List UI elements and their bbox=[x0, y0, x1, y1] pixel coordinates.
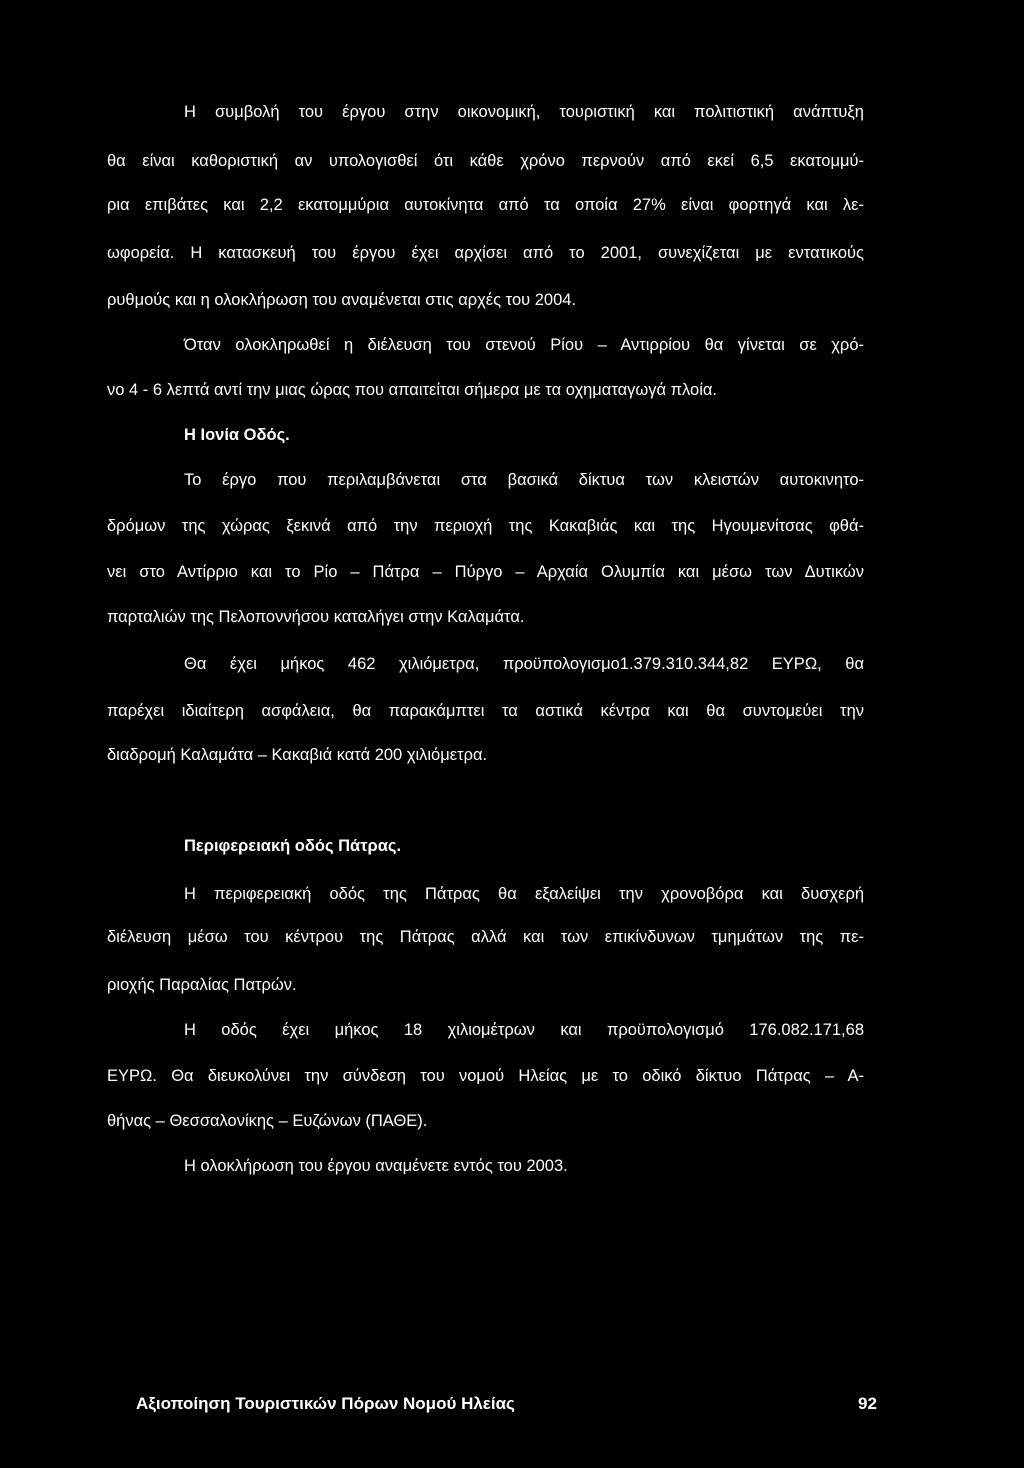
section-heading: Η Ιονία Οδός. bbox=[184, 426, 290, 444]
page-number: 92 bbox=[858, 1394, 877, 1413]
paragraph-line: Η συμβολή του έργου στην οικονομική, τουριστική και πολιτιστική ανάπτυξη bbox=[184, 103, 864, 121]
paragraph-line: ριοχής Παραλίας Πατρών. bbox=[107, 976, 297, 994]
paragraph-line: Η περιφερειακή οδός της Πάτρας θα εξαλείψει την χρονοβόρα και δυσχερή bbox=[184, 885, 864, 903]
paragraph-line: Η οδός έχει μήκος 18 χιλιομέτρων και προϋπολογισμό 176.082.171,68 bbox=[184, 1021, 864, 1039]
paragraph-line: ρια επιβάτες και 2,2 εκατομμύρια αυτοκίνητα από τα οποία 27% είναι φορτηγά και λε- bbox=[107, 196, 864, 214]
paragraph-line: θα είναι καθοριστική αν υπολογισθεί ότι κάθε χρόνο περνούν από εκεί 6,5 εκατομμύ- bbox=[107, 152, 864, 170]
paragraph-line: διέλευση μέσω του κέντρου της Πάτρας αλλά και των επικίνδυνων τμημάτων της πε- bbox=[107, 928, 864, 946]
paragraph-line: ωφορεία. Η κατασκευή του έργου έχει αρχίσει από το 2001, συνεχίζεται με εντατικούς bbox=[107, 244, 864, 262]
paragraph-line: Όταν ολοκληρωθεί η διέλευση του στενού Ρίου – Αντιρρίου θα γίνεται σε χρό- bbox=[184, 336, 864, 354]
footer-title: Αξιοποίηση Τουριστικών Πόρων Νομού Ηλείας bbox=[136, 1394, 515, 1413]
section-heading: Περιφερειακή οδός Πάτρας. bbox=[184, 837, 402, 855]
paragraph-line: ρυθμούς και η ολοκλήρωση του αναμένεται στις αρχές του 2004. bbox=[107, 291, 577, 309]
paragraph-line: παρταλιών της Πελοποννήσου καταλήγει στην Καλαμάτα. bbox=[107, 608, 525, 626]
paragraph-line: δρόμων της χώρας ξεκινά από την περιοχή της Κακαβιάς και της Ηγουμενίτσας φθά- bbox=[107, 517, 864, 535]
paragraph-line: Θα έχει μήκος 462 χιλιόμετρα, προϋπολογισμο1.379.310.344,82 ΕΥΡΩ, θα bbox=[184, 655, 864, 673]
paragraph-line: νει στο Αντίρριο και το Ρίο – Πάτρα – Πύργο – Αρχαία Ολυμπία και μέσω των Δυτικών bbox=[107, 563, 864, 581]
paragraph-line: νο 4 - 6 λεπτά αντί την μιας ώρας που απαιτείται σήμερα με τα οχηματαγωγά πλοία. bbox=[107, 381, 718, 399]
paragraph-line: θήνας – Θεσσαλονίκης – Ευζώνων (ΠΑΘΕ). bbox=[107, 1112, 428, 1130]
paragraph-line: Το έργο που περιλαμβάνεται στα βασικά δίκτυα των κλειστών αυτοκινητο- bbox=[184, 471, 864, 489]
paragraph-line: Η ολοκλήρωση του έργου αναμένετε εντός του 2003. bbox=[184, 1157, 568, 1175]
paragraph-line: ΕΥΡΩ. Θα διευκολύνει την σύνδεση του νομού Ηλείας με το οδικό δίκτυο Πάτρας – Α- bbox=[107, 1067, 864, 1085]
paragraph-line: διαδρομή Καλαμάτα – Κακαβιά κατά 200 χιλιόμετρα. bbox=[107, 746, 488, 764]
paragraph-line: παρέχει ιδιαίτερη ασφάλεια, θα παρακάμπτει τα αστικά κέντρα και θα συντομεύει την bbox=[107, 702, 864, 720]
